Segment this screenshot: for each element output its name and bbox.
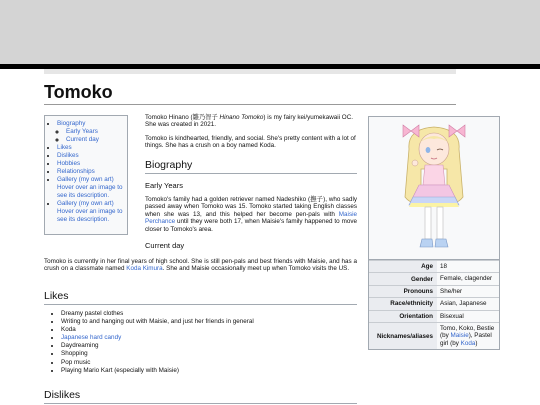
toc-item-hobbies xyxy=(57,160,125,168)
infobox-label: Gender xyxy=(369,273,437,284)
romanized-name: Hinano Tomoko xyxy=(219,114,264,121)
infobox-value xyxy=(437,323,499,349)
intro-text-end: ) is my fairy kei/yumekawaii OC. She was created in 2021. xyxy=(145,114,353,129)
toc-item-likes xyxy=(57,144,125,152)
likes-divider xyxy=(44,304,357,305)
infobox-row-pronouns xyxy=(369,285,499,297)
toc-link-likes[interactable]: Likes xyxy=(57,144,72,151)
current-day-paragraph xyxy=(44,258,357,273)
dislikes-divider xyxy=(44,403,357,404)
likes-list xyxy=(52,310,254,375)
sub-bar xyxy=(44,69,456,74)
toc-link-gallery-1[interactable]: Gallery (my own art) Hover over an image to see its description. xyxy=(57,176,123,199)
nickname-text: Tomo, Koko, Bestie (by xyxy=(440,325,495,340)
infobox-label: Pronouns xyxy=(369,286,437,297)
toc-link-early-years[interactable]: Early Years xyxy=(66,128,98,135)
intro-paragraph-1 xyxy=(145,114,357,129)
link-japanese-hard-candy[interactable]: Japanese hard candy xyxy=(61,334,122,342)
toc-link-biography[interactable]: Biography xyxy=(57,120,86,127)
early-years-text: Tomoko's family had a golden retriever named Nadeshiko (撫子), who sadly passed away when Tomoko was 15. Tomoko started taking English classes when she was 13, and this helped her become pen-pals with xyxy=(145,196,357,218)
infobox-row-orientation xyxy=(369,310,499,322)
page-title: Tomoko xyxy=(44,82,113,102)
top-banner xyxy=(0,0,540,64)
infobox-label: Orientation xyxy=(369,311,437,322)
list-item xyxy=(61,334,254,342)
toc-link-gallery-2[interactable]: Gallery (my own art) Hover over an image to see its description. xyxy=(57,200,123,223)
current-day-text: Tomoko is currently in her final years of high school. She is still pen-pals and best friends with Maisie, and has a crush on a classmate named xyxy=(44,258,357,273)
heading-current-day: Current day xyxy=(145,241,185,250)
infobox-value: Female, clagender xyxy=(440,275,493,283)
intro-paragraph-2: Tomoko is kindhearted, friendly, and social. She's pretty content with a lot of things. She has a crush on a boy named Koda. xyxy=(145,134,356,150)
list-item: • Playing Mario Kart (especially with Maisie) xyxy=(61,367,254,375)
infobox-label: Nicknames/aliases xyxy=(369,323,437,349)
list-item: • Writing to and hanging out with Maisie, and just her friends in general xyxy=(61,318,254,326)
japanese-name: 雛乃智子 xyxy=(192,114,218,121)
toc-link-current-day[interactable]: Current day xyxy=(66,136,99,143)
title-divider xyxy=(44,104,456,105)
toc-link-hobbies[interactable]: Hobbies xyxy=(57,160,81,167)
heading-dislikes: Dislikes xyxy=(44,389,81,401)
toc-link-relationships[interactable]: Relationships xyxy=(57,168,95,175)
list-item: • Dreamy pastel clothes xyxy=(61,310,254,318)
infobox-row-age xyxy=(369,260,499,272)
toc-item-current-day xyxy=(66,136,125,144)
intro-text: Tomoko Hinano ( xyxy=(145,114,193,121)
early-years-paragraph xyxy=(145,196,357,233)
infobox-value: Bisexual xyxy=(440,312,464,320)
toc-item-biography xyxy=(57,120,125,144)
nickname-text-mid: ), Pastel girl (by xyxy=(440,332,492,347)
infobox-row-race xyxy=(369,297,499,309)
character-illustration xyxy=(389,119,479,257)
list-item: • Koda xyxy=(61,326,254,334)
infobox-value: She/her xyxy=(440,287,463,295)
character-infobox xyxy=(368,116,500,350)
link-maisie-perchance[interactable]: Maisie Perchance xyxy=(145,210,357,226)
table-of-contents xyxy=(44,115,128,235)
biography-divider xyxy=(145,173,357,174)
toc-link-dislikes[interactable]: Dislikes xyxy=(57,152,79,159)
infobox-value: 18 xyxy=(440,263,448,270)
current-day-text-end: . She and Maisie occasionally meet up when Tomoko visits the US. xyxy=(162,265,350,273)
toc-item-gallery-2 xyxy=(57,200,125,224)
list-item: • Shopping xyxy=(61,350,254,358)
nickname-text-end: ) xyxy=(475,339,478,347)
toc-item-gallery-1 xyxy=(57,176,125,200)
intro-section xyxy=(145,114,357,156)
infobox-label: Race/ethnicity xyxy=(369,298,437,309)
toc-item-relationships xyxy=(57,168,125,176)
toc-item-dislikes xyxy=(57,152,125,160)
list-item: • Daydreaming xyxy=(61,342,254,350)
link-maisie[interactable]: Maisie xyxy=(450,332,469,340)
infobox-label: Age xyxy=(369,261,437,272)
infobox-row-nicknames xyxy=(369,322,499,349)
list-item: • Pop music xyxy=(61,359,254,367)
early-years-text-end: until they were both 17, when Maisie's family happened to move closer to Tomoko's area. xyxy=(145,218,357,233)
heading-early-years: Early Years xyxy=(145,181,183,190)
toc-item-early-years xyxy=(66,128,125,136)
character-portrait[interactable] xyxy=(369,117,499,260)
infobox-row-gender xyxy=(369,272,499,284)
infobox-value: Asian, Japanese xyxy=(440,300,487,308)
link-koda-kimura[interactable]: Koda Kimura xyxy=(126,265,163,273)
heading-biography: Biography xyxy=(145,159,193,171)
link-koda[interactable]: Koda xyxy=(460,339,476,347)
heading-likes: Likes xyxy=(44,290,69,302)
